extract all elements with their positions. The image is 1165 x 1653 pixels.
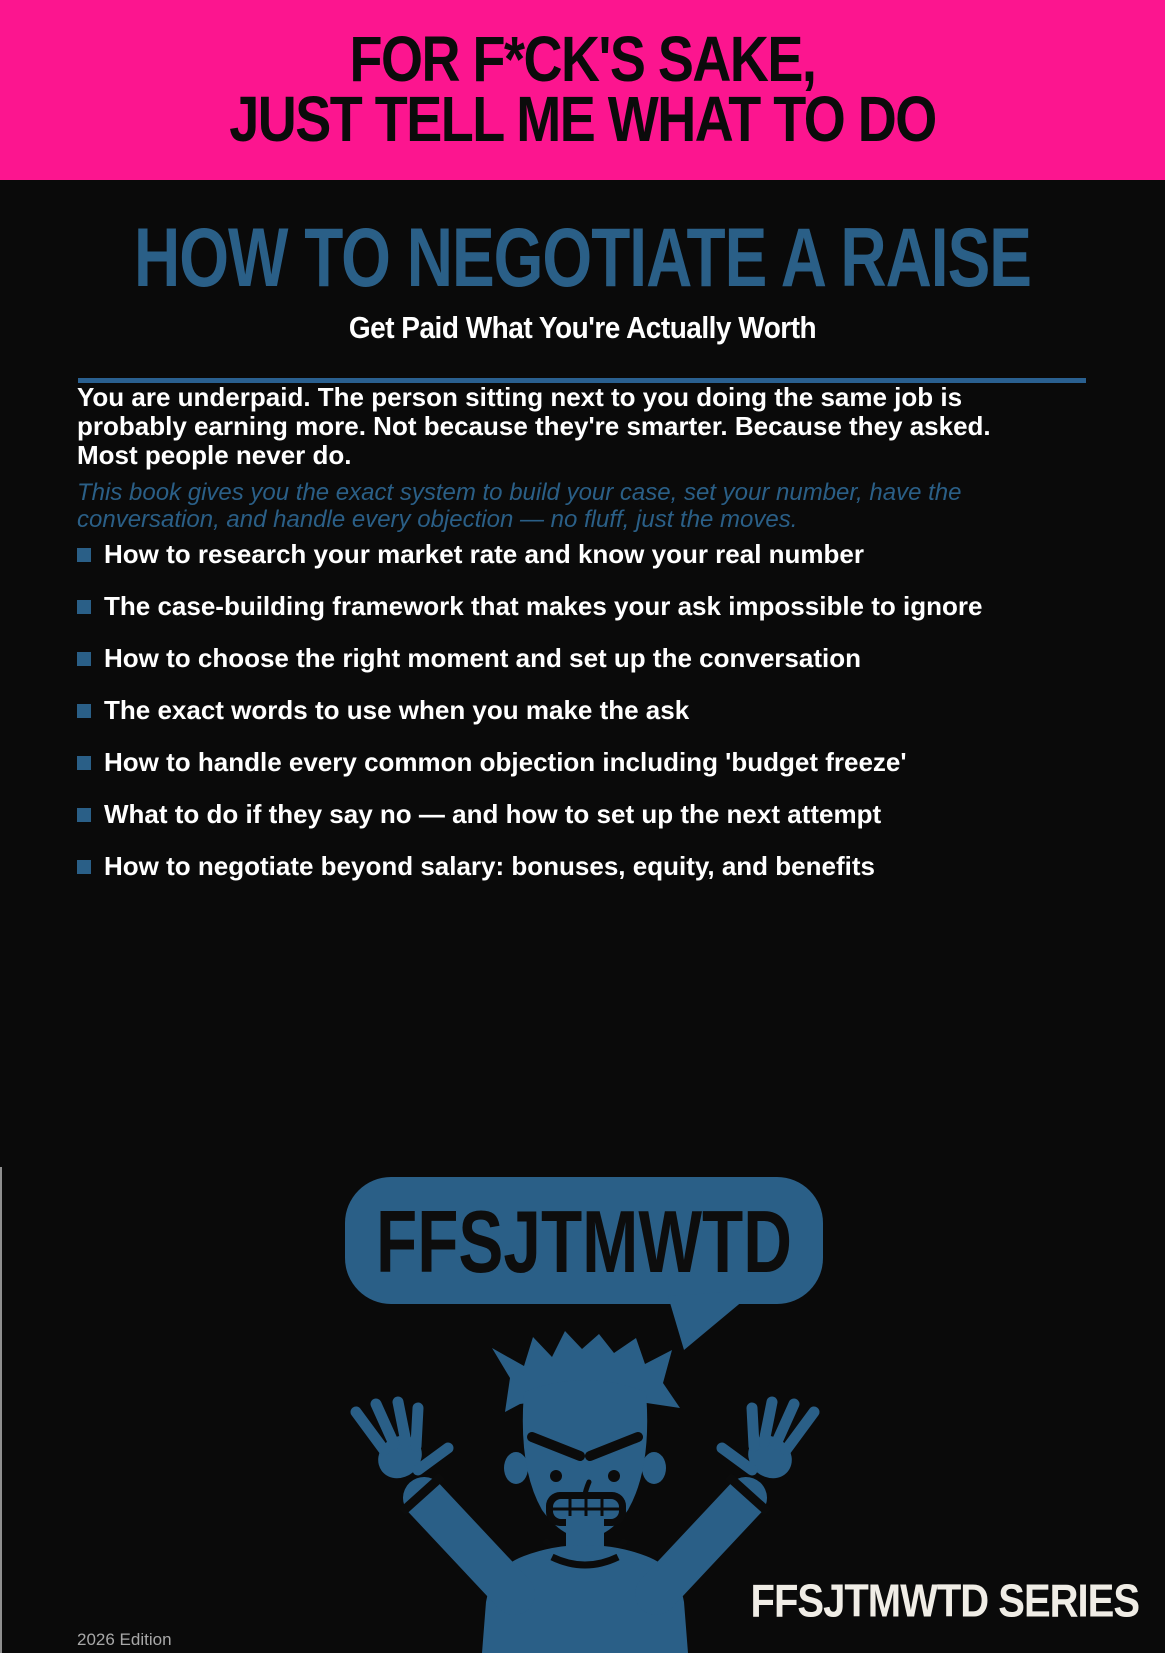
- feature-text: How to research your market rate and know your real number: [104, 539, 865, 569]
- left-edge-line: [0, 1167, 2, 1653]
- eye: [550, 1470, 562, 1482]
- list-item: [77, 748, 1037, 777]
- hand: [722, 1402, 814, 1487]
- hand: [356, 1402, 448, 1487]
- series-label: FFSJTMWTD SERIES: [750, 1576, 1139, 1627]
- square-bullet-icon: [77, 652, 91, 666]
- square-bullet-icon: [77, 704, 91, 718]
- square-bullet-icon: [77, 860, 91, 874]
- eye: [608, 1470, 620, 1482]
- feature-text: The case-building framework that makes your ask impossible to ignore: [104, 591, 983, 621]
- angry-man-icon: [356, 1331, 814, 1653]
- square-bullet-icon: [77, 756, 91, 770]
- ear: [504, 1452, 528, 1484]
- ear: [642, 1452, 666, 1484]
- arm: [424, 1498, 514, 1594]
- feature-text: The exact words to use when you make the ask: [104, 695, 690, 725]
- edition-label: 2026 Edition: [77, 1630, 172, 1649]
- series-banner: [0, 0, 1165, 180]
- feature-text: What to do if they say no — and how to set up the next attempt: [104, 799, 882, 829]
- list-item: [77, 540, 1037, 569]
- banner-line-2: JUST TELL ME WHAT TO DO: [229, 84, 936, 156]
- list-item: [77, 852, 1037, 881]
- square-bullet-icon: [77, 548, 91, 562]
- arm: [656, 1498, 746, 1594]
- feature-text: How to negotiate beyond salary: bonuses, equity, and benefits: [104, 851, 875, 881]
- book-subtitle: Get Paid What You're Actually Worth: [348, 310, 817, 345]
- list-item: [77, 644, 1037, 673]
- list-item: [77, 592, 1037, 621]
- square-bullet-icon: [77, 808, 91, 822]
- banner-line-1: FOR F*CK'S SAKE,: [349, 24, 816, 96]
- feature-list: [77, 540, 1037, 904]
- list-item: [77, 800, 1037, 829]
- speech-bubble-tail-icon: [668, 1290, 756, 1350]
- book-title: HOW TO NEGOTIATE A RAISE: [134, 210, 1031, 305]
- list-item: [77, 696, 1037, 725]
- square-bullet-icon: [77, 600, 91, 614]
- intro-paragraph: You are underpaid. The person sitting next to you doing the same job is probably earning more. Not because they're smarter. Because they asked. Most people never do.: [77, 382, 991, 470]
- feature-text: How to choose the right moment and set up the conversation: [104, 643, 861, 673]
- bubble-logo-text: FFSJTMWTD: [376, 1192, 792, 1291]
- feature-text: How to handle every common objection including 'budget freeze': [104, 747, 907, 777]
- pitch-paragraph: This book gives you the exact system to build your case, set your number, have the conversation, and handle every objection — no fluff, just the moves.: [77, 479, 962, 533]
- ffsjtmwtd-logo: [0, 1090, 1165, 1653]
